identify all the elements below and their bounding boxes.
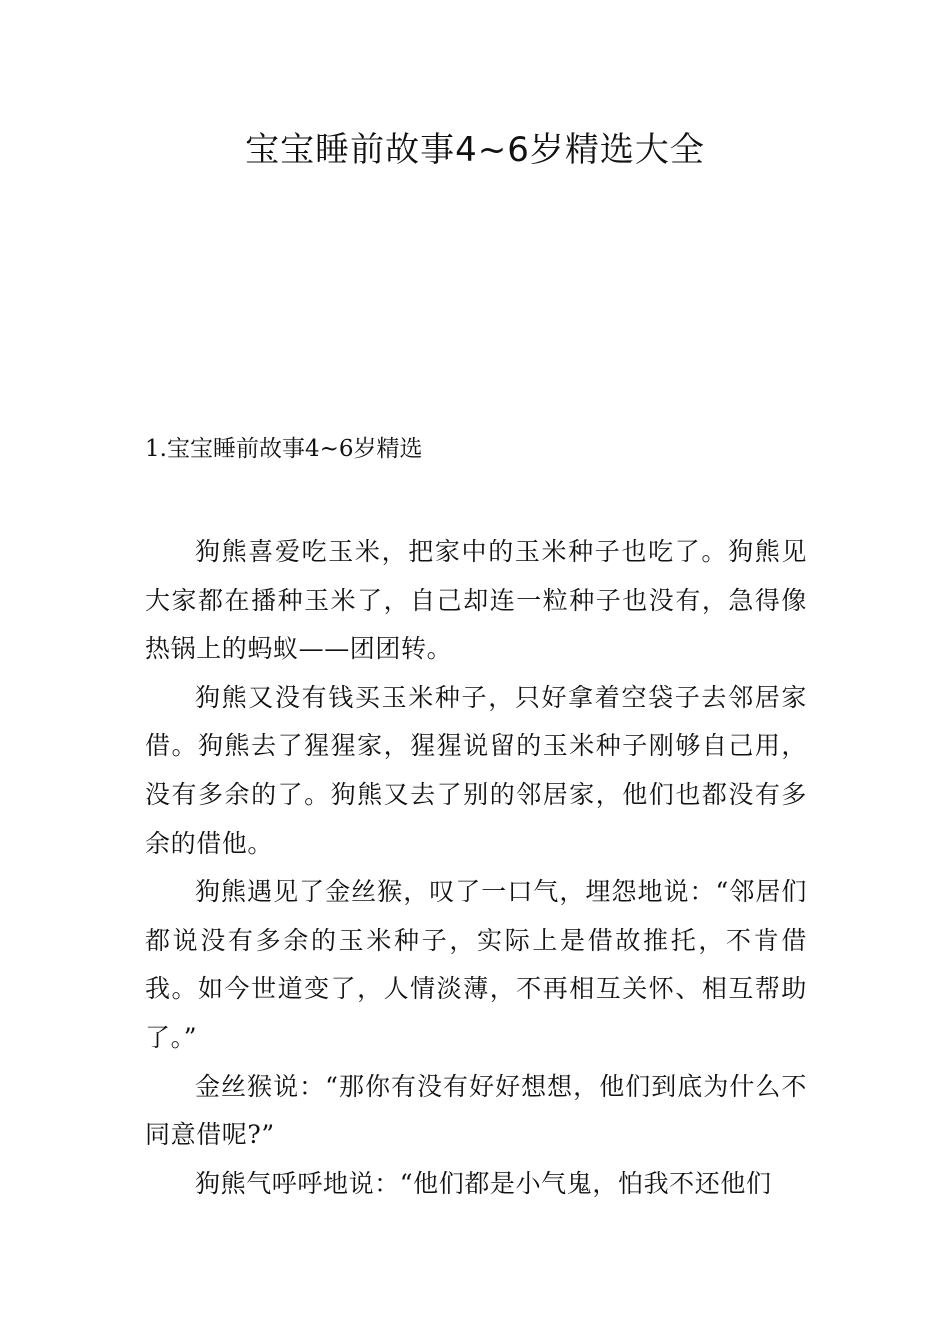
paragraph: 狗熊遇见了金丝猴，叹了一口气，埋怨地说：“邻居们都说没有多余的玉米种子，实际上是借故推托，不肯借我。如今世道变了，人情淡薄，不再相互关怀、相互帮助了。” [145,877,807,1052]
paragraph: 狗熊喜爱吃玉米，把家中的玉米种子也吃了。狗熊见大家都在播种玉米了，自己却连一粒种子也没有，急得像热锅上的蚂蚁——团团转。 [145,537,807,664]
section-heading: 1.宝宝睡前故事4~6岁精选 [145,436,423,462]
paragraph: 狗熊又没有钱买玉米种子，只好拿着空袋子去邻居家借。狗熊去了猩猩家，猩猩说留的玉米种子刚够自己用，没有多余的了。狗熊又去了别的邻居家，他们也都没有多余的借他。 [145,682,807,858]
document-title: 宝宝睡前故事4~6岁精选大全 [245,130,705,170]
paragraph: 狗熊气呼呼地说：“他们都是小气鬼，怕我不还他们 [195,1168,772,1198]
story-body [145,528,807,1208]
paragraph: 金丝猴说：“那你有没有好好想想，他们到底为什么不同意借呢?” [145,1071,807,1150]
